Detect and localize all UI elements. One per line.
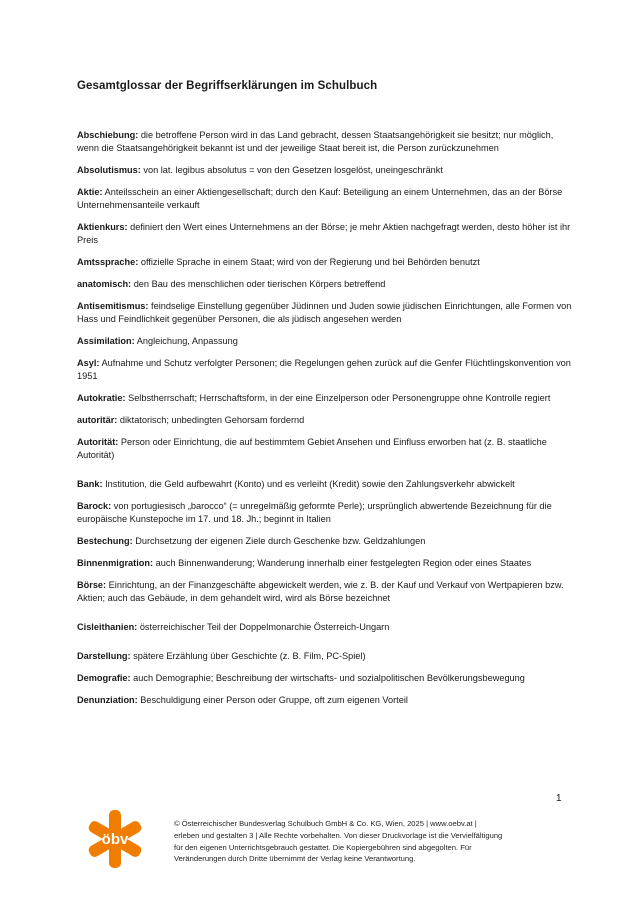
glossary-definition: von portugiesisch „barocco“ (= unregelmäßig geformte Perle); ursprünglich abwertende Bezeichnung für die europäische Kunstepoche im 17. und 18. Jh.; beginnt in Italien — [77, 501, 552, 524]
glossary-term: Barock: — [77, 501, 112, 511]
glossary-entry — [77, 535, 577, 548]
document-title: Gesamtglossar der Begriffserklärungen im Schulbuch — [77, 80, 378, 92]
glossary-term: Denunziation: — [77, 695, 138, 705]
glossary-term: Absolutismus: — [77, 165, 141, 175]
glossary-term: Darstellung: — [77, 651, 131, 661]
glossary-term: Assimilation: — [77, 336, 135, 346]
glossary-entry — [77, 500, 577, 526]
glossary-term: Binnenmigration: — [77, 558, 154, 568]
glossary-definition: Angleichung, Anpassung — [136, 336, 238, 346]
glossary-term: Aktie: — [77, 187, 103, 197]
glossary-definition: Selbstherrschaft; Herrschaftsform, in der eine Einzelperson oder Personengruppe ohne Kontrolle regiert — [128, 393, 551, 403]
glossary-list — [77, 122, 577, 707]
glossary-definition: Person oder Einrichtung, die auf bestimmtem Gebiet Ansehen und Einfluss erworben hat (z. B. staatliche Autorität) — [77, 437, 547, 460]
glossary-term: autoritär: — [77, 415, 118, 425]
footer-line: für den eigenen Unterrichtsgebrauch gestattet. Die Kopiergebühren sind abgegolten. Für — [174, 842, 472, 852]
glossary-entry — [77, 672, 577, 685]
glossary-definition: von lat. legibus absolutus = von den Gesetzen losgelöst, uneingeschränkt — [143, 165, 443, 175]
glossary-term: Börse: — [77, 580, 107, 590]
glossary-entry — [77, 414, 577, 427]
glossary-entry — [77, 256, 577, 269]
glossary-term: Abschiebung: — [77, 130, 139, 140]
glossary-entry — [77, 278, 577, 291]
glossary-term: anatomisch: — [77, 279, 132, 289]
glossary-entry — [77, 579, 577, 605]
glossary-definition: österreichischer Teil der Doppelmonarchie Österreich-Ungarn — [139, 622, 390, 632]
glossary-entry — [77, 392, 577, 405]
oebv-logo — [84, 808, 146, 870]
glossary-term: Autokratie: — [77, 393, 126, 403]
glossary-definition: spätere Erzählung über Geschichte (z. B. Film, PC-Spiel) — [133, 651, 366, 661]
glossary-entry — [77, 300, 577, 326]
glossary-definition: auch Binnenwanderung; Wanderung innerhalb einer festgelegten Region oder eines Staates — [155, 558, 532, 568]
glossary-entry — [77, 436, 577, 462]
glossary-entry — [77, 621, 577, 634]
glossary-definition: Aufnahme und Schutz verfolgter Personen; die Regelungen gehen zurück auf die Genfer Flüchtlingskonvention von 1951 — [77, 358, 571, 381]
footer-line: © Österreichischer Bundesverlag Schulbuch GmbH & Co. KG, Wien, 2025 | www.oebv.at | — [174, 819, 477, 828]
glossary-definition: Durchsetzung der eigenen Ziele durch Geschenke bzw. Geldzahlungen — [135, 536, 426, 546]
glossary-entry — [77, 164, 577, 177]
glossary-term: Antisemitismus: — [77, 301, 149, 311]
glossary-definition: die betroffene Person wird in das Land gebracht, dessen Staatsangehörigkeit sie besitzt; nur möglich, wenn die Staatsangehörigkeit bekannt ist und der jeweilige Staat bereit ist, die Person zurückzunehmen — [77, 130, 554, 153]
glossary-entry — [77, 357, 577, 383]
footer-line: erleben und gestalten 3 | Alle Rechte vorbehalten. Von dieser Druckvorlage ist die Vervielfältigung — [174, 830, 503, 840]
glossary-term: Bank: — [77, 479, 103, 489]
glossary-term: Bestechung: — [77, 536, 133, 546]
glossary-definition: Institution, die Geld aufbewahrt (Konto) und es verleiht (Kredit) sowie den Zahlungsverkehr abwickelt — [105, 479, 515, 489]
glossary-term: Asyl: — [77, 358, 100, 368]
glossary-entry — [77, 129, 577, 155]
glossary-definition: auch Demographie; Beschreibung der wirtschafts- und sozialpolitischen Bevölkerungsbewegung — [133, 673, 525, 683]
footer-line: Veränderungen durch Dritte übernimmt der Verlag keine Verantwortung. — [174, 854, 416, 864]
glossary-definition: offizielle Sprache in einem Staat; wird von der Regierung und bei Behörden benutzt — [140, 257, 480, 267]
glossary-entry — [77, 557, 577, 570]
glossary-entry — [77, 650, 577, 663]
glossary-term: Cisleithanien: — [77, 622, 138, 632]
glossary-definition: Beschuldigung einer Person oder Gruppe, oft zum eigenen Vorteil — [140, 695, 408, 705]
glossary-definition: diktatorisch; unbedingten Gehorsam fordernd — [119, 415, 305, 425]
glossary-definition: Einrichtung, an der Finanzgeschäfte abgewickelt werden, wie z. B. der Kauf und Verkauf von Wertpapieren bzw. Aktien; auch das Gebäude, in dem gehandelt wird, wird als Börse bezeichnet — [77, 580, 564, 603]
glossary-entry — [77, 478, 577, 491]
glossary-term: Amtssprache: — [77, 257, 139, 267]
glossary-definition: feindselige Einstellung gegenüber Jüdinnen und Juden sowie jüdischen Einrichtungen, alle Formen von Hass und Feindlichkeit gegenüber Personen, die als jüdisch angesehen werden — [77, 301, 572, 324]
glossary-term: Autorität: — [77, 437, 119, 447]
logo-text: öbv — [101, 831, 129, 848]
glossary-entry — [77, 186, 577, 212]
glossary-definition: Anteilsschein an einer Aktiengesellschaft; durch den Kauf: Beteiligung an einem Unternehmen, das an der Börse Unternehmensanteile verkauft — [77, 187, 563, 210]
glossary-entry — [77, 694, 577, 707]
footer-copyright — [174, 818, 574, 865]
page-number: 1 — [556, 793, 562, 804]
glossary-definition: definiert den Wert eines Unternehmens an der Börse; je mehr Aktien nachgefragt werden, desto höher ist ihr Preis — [77, 222, 571, 245]
glossary-definition: den Bau des menschlichen oder tierischen Körpers betreffend — [133, 279, 386, 289]
glossary-term: Demografie: — [77, 673, 131, 683]
glossary-entry — [77, 221, 577, 247]
glossary-entry — [77, 335, 577, 348]
glossary-term: Aktienkurs: — [77, 222, 128, 232]
